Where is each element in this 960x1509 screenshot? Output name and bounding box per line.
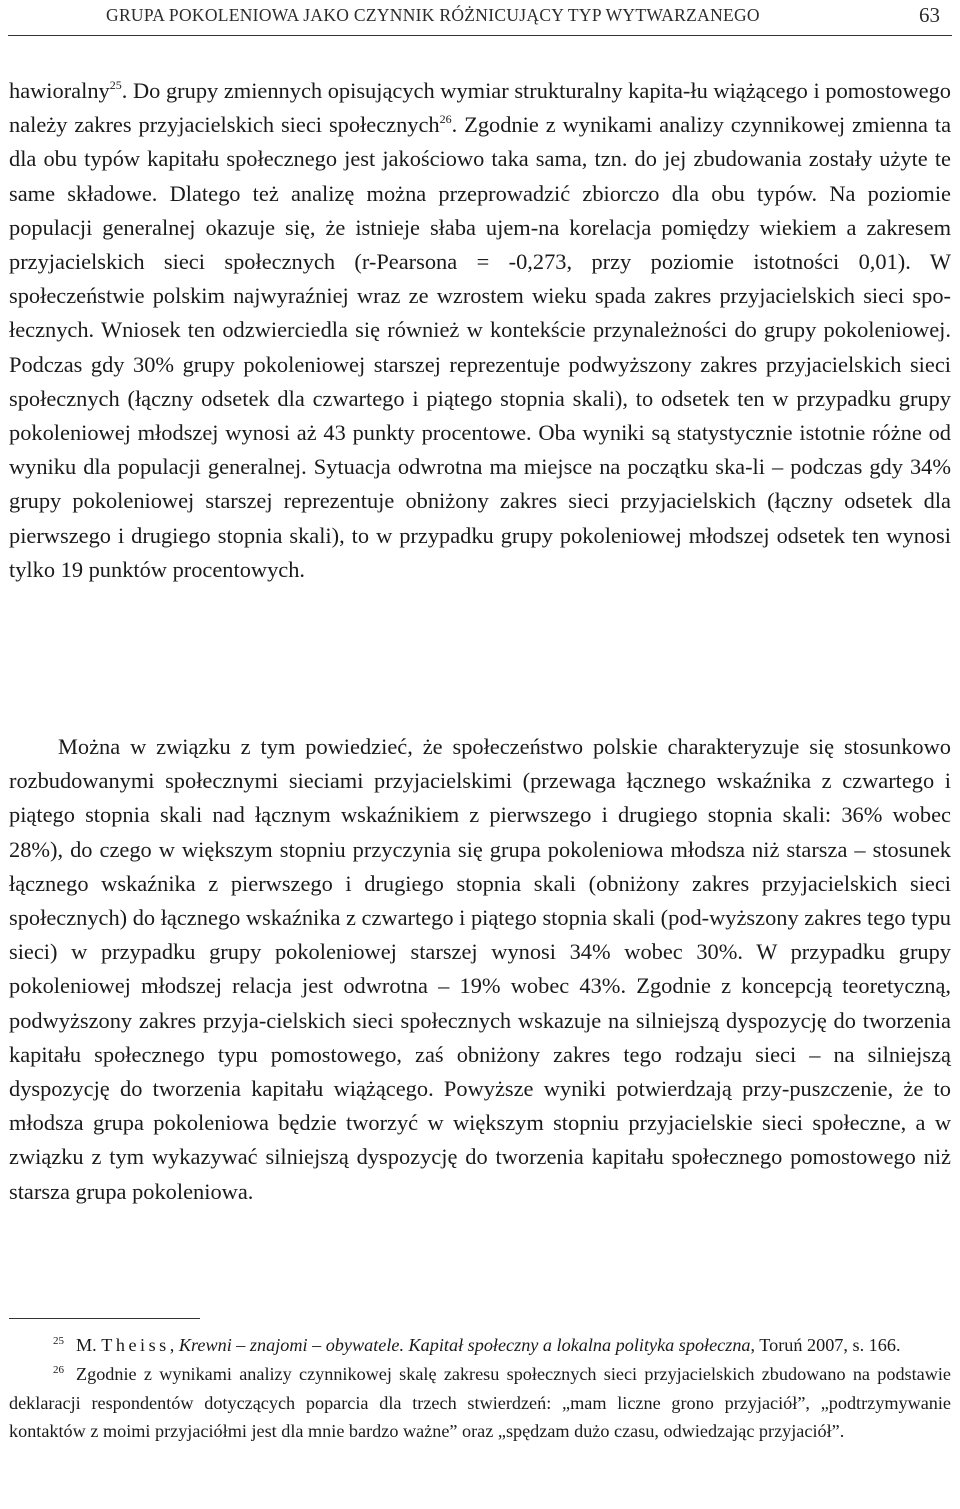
header-rule <box>8 35 952 36</box>
paragraph-1-text-a: hawioralny <box>9 78 110 103</box>
page-number: 63 <box>919 3 940 27</box>
page-header <box>8 0 952 36</box>
paragraph-1 <box>9 74 951 587</box>
footnote-26-text: Zgodnie z wynikami analizy czynnikowej skalę zakresu społecznych sieci przyjacielskich zbudowano na podstawie deklaracji respondentów dotyczących poparcia dla trzech stwierdzeń: „mam liczne grono przyjaciół”, „podtrzymywanie kontaktów z moimi przyjaciółmi jest dla mnie bardzo ważne” oraz „spędzam dużo czasu, odwiedzając przyjaciół”. <box>9 1363 951 1442</box>
footnote-25-title: Krewni – znajomi – obywatele. Kapitał społeczny a lokalna polityka społeczna <box>178 1335 751 1355</box>
paragraph-1-text-b: . Do grupy zmiennych opisujących wymiar strukturalny kapita-łu wiążącego i pomostowego należy zakres przyjacielskich sieci społecznych <box>9 78 951 138</box>
footnote-25-author-initial: M. <box>76 1335 97 1355</box>
paragraph-1-text-c: . Zgodnie z wynikami analizy czynnikowej zmienna ta dla obu typów kapitału społecznego jest jakościowo taka sama, tzn. do jej zbudowania zostały użyte te same składowe. Dlatego też analizę można przeprowadzić zbiorczo dla obu typów. Na poziomie populacji generalnej okazuje się, że istnieje słaba ujem-na korelacja pomiędzy wiekiem a zakresem przyjacielskich sieci społecznych (r-Pearsona = -0,273, przy poziomie istotności 0,01). W społeczeństwie polskim najwyraźniej wraz ze wzrostem wieku spada zakres przyjacielskich sieci spo-łecznych. Wniosek ten odzwierciedla się również w kontekście przynależności do grupy pokoleniowej. Podczas gdy 30% grupy pokoleniowej starszej reprezentuje podwyższony zakres przyjacielskich sieci społecznych (łączny odsetek dla czwartego i piątego stopnia skali), to odsetek ten w przypadku grupy pokoleniowej młodszej wynosi aż 43 punkty procentowe. Oba wyniki są statystycznie istotnie różne od wyniku dla populacji generalnej. Sytuacja odwrotna ma miejsce na początku ska-li – podczas gdy 34% grupy pokoleniowej starszej reprezentuje obniżony zakres sieci przyjacielskich (łączny odsetek dla pierwszego i drugiego stopnia skali), to w przypadku grupy pokoleniowej młodszej odsetek ten wynosi tylko 19 punktów procentowych. <box>9 112 952 582</box>
footnote-26 <box>9 1360 951 1446</box>
footnote-ref-25: 25 <box>109 78 122 92</box>
footnote-ref-26: 26 <box>439 112 452 127</box>
footnotes <box>9 1331 951 1446</box>
footnote-25-rest: , Toruń 2007, s. 166. <box>750 1335 901 1355</box>
footnote-26-number: 26 <box>53 1363 64 1376</box>
paragraph-2-text: Można w związku z tym powiedzieć, że społeczeństwo polskie charakteryzuje się stosunkowo rozbudowanymi społecznymi sieciami przyjacielskimi (przewaga łącznego wskaźnika z czwartego i piątego stopnia skali nad łącznym wskaźnikiem z pierwszego i drugiego stopnia skali: 36% wobec 28%), do czego w większym stopniu przyczynia się grupa pokoleniowa młodsza niż starsza – stosunek łącznego wskaźnika z pierwszego i drugiego stopnia skali (obniżony zakres przyjacielskich sieci społecznych) do łącznego wskaźnika z czwartego i piątego stopnia skali (pod-wyższony zakres tego typu sieci) w przypadku grupy pokoleniowej starszej wynosi 34% wobec 30%. W przypadku grupy pokoleniowej młodszej relacja jest odwrotna – 19% wobec 43%. Zgodnie z koncepcją teoretyczną, podwyższony zakres przyja-cielskich sieci społecznych wskazuje na silniejszą dyspozycję do tworzenia kapitału społecznego typu pomostowego, zaś obniżony zakres tego rodzaju sieci – na silniejszą dyspozycję do tworzenia kapitału wiążącego. Powyższe wyniki potwierdzają przy-puszczenie, że to młodsza grupa pokoleniowa będzie tworzyć w większym stopniu przyjacielskie sieci społeczne, a w związku z tym wykazywać silniejszą dyspozycję do tworzenia kapitału społecznego pomostowego niż starsza grupa pokoleniowa. <box>9 734 951 1204</box>
running-title: GRUPA POKOLENIOWA JAKO CZYNNIK RÓŻNICUJĄCY TYP WYTWARZANEGO <box>106 5 760 25</box>
footnote-25: $^{25}$ M. Theiss, Krewni – znajomi – obywatele. Kapitał społeczny a lokalna polityka społeczna, Toruń 2007, s. 166. <box>53 1335 901 1355</box>
footnote-25-author-name: Theiss <box>101 1335 170 1355</box>
footnote-separator <box>9 1318 200 1319</box>
paragraph-2 <box>9 730 951 1209</box>
footnote-25-number: 25 <box>53 1335 64 1347</box>
